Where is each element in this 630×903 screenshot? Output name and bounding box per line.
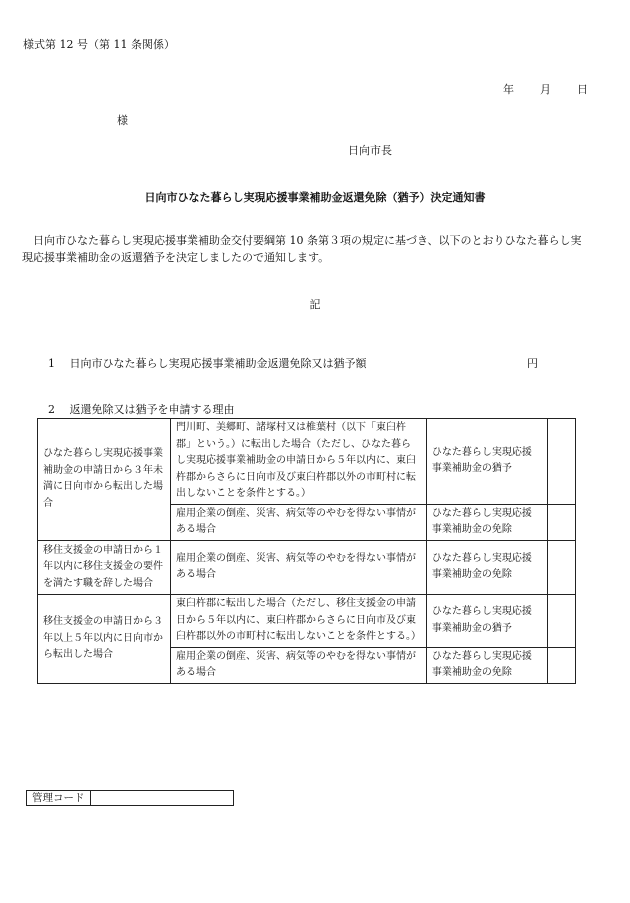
date-line (503, 81, 588, 97)
reason-condition: 東臼杵郡に転出した場合（ただし、移住支援金の申請日から５年以内に、東臼杵郡からさらに日向市及び東臼杵郡以外の市町村に転出しないことを条件とする。） (170, 595, 426, 648)
management-code-box (26, 790, 234, 806)
reason-check-cell[interactable] (547, 595, 575, 648)
reason-condition: 雇用企業の倒産、災害、病気等のやむを得ない事情がある場合 (170, 647, 426, 683)
management-code-value[interactable] (90, 791, 233, 806)
reason-condition: 雇用企業の倒産、災害、病気等のやむを得ない事情がある場合 (170, 504, 426, 540)
body-text: 日向市ひなた暮らし実現応援事業補助金交付要綱第 10 条第３項の規定に基づき、以下のとおりひなた暮らし実現応援事業補助金の返還猶予を決定しましたので通知します。 (22, 234, 582, 264)
reason-category: 移住支援金の申請日から３年以上５年以内に日向市から転出した場合 (38, 595, 171, 684)
management-code-label: 管理コード (27, 791, 91, 806)
reason-result: ひなた暮らし実現応援事業補助金の免除 (426, 647, 547, 683)
item-1-unit: 円 (527, 357, 538, 370)
reason-check-cell[interactable] (547, 419, 575, 505)
reason-result: ひなた暮らし実現応援事業補助金の免除 (426, 540, 547, 595)
reasons-table (37, 418, 576, 684)
reason-condition: 門川町、美郷町、諸塚村又は椎葉村（以下「東臼杵郡」という。）に転出した場合（ただし、ひなた暮らし実現応援事業補助金の申請日から５年以内に、東臼杵郡からさらに日向市及び東臼杵郡以外の市町村に転出しないことを条件とする。） (170, 419, 426, 505)
issuer: 日向市長 (348, 144, 392, 157)
item-1-label: 1 日向市ひなた暮らし実現応援事業補助金返還免除又は猶予額 (48, 357, 367, 370)
reason-result: ひなた暮らし実現応援事業補助金の猶予 (426, 419, 547, 505)
reason-result: ひなた暮らし実現応援事業補助金の免除 (426, 504, 547, 540)
reason-check-cell[interactable] (547, 504, 575, 540)
table-row (38, 595, 576, 648)
table-row (38, 419, 576, 505)
ki-marker: 記 (309, 298, 321, 311)
reason-check-cell[interactable] (547, 647, 575, 683)
reason-condition: 雇用企業の倒産、災害、病気等のやむを得ない事情がある場合 (170, 540, 426, 595)
reason-category: ひなた暮らし実現応援事業補助金の申請日から３年未満に日向市から転出した場合 (38, 419, 171, 541)
document-title: 日向市ひなた暮らし実現応援事業補助金返還免除（猶予）決定通知書 (144, 191, 486, 204)
reason-result: ひなた暮らし実現応援事業補助金の猶予 (426, 595, 547, 648)
addressee: 様 (117, 114, 128, 127)
date-day: 日 (577, 83, 588, 96)
reason-category: 移住支援金の申請日から１年以内に移住支援金の要件を満たす職を辞した場合 (38, 540, 171, 595)
reason-check-cell[interactable] (547, 540, 575, 595)
date-month: 月 (540, 83, 551, 96)
date-year: 年 (503, 83, 514, 96)
table-row (38, 540, 576, 595)
item-2-label: 2 返還免除又は猶予を申請する理由 (48, 403, 235, 416)
form-number: 様式第 12 号（第 11 条関係） (23, 38, 175, 51)
